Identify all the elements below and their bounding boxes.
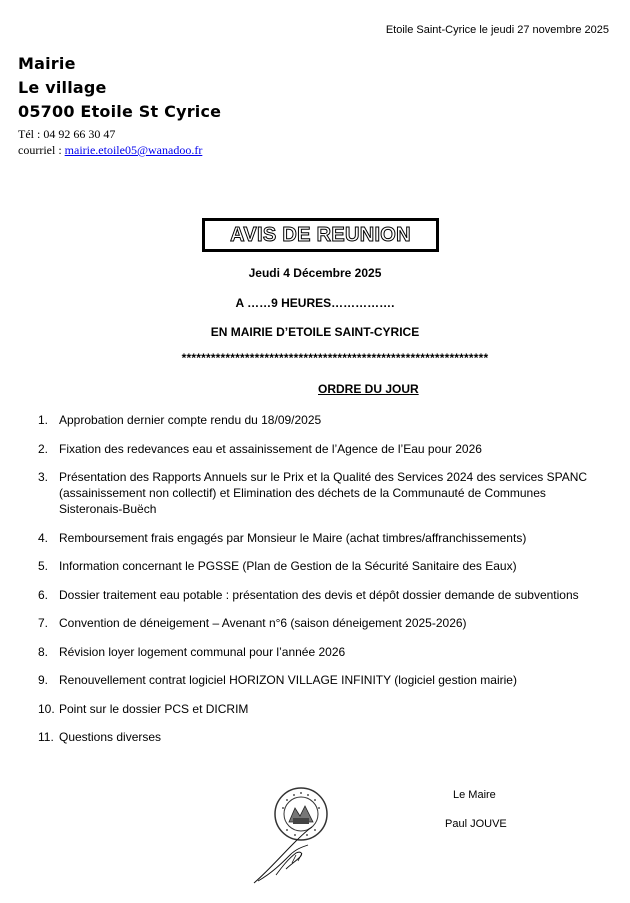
- mairie-address-block: [18, 52, 221, 158]
- agenda-item: [38, 672, 603, 688]
- agenda-item: [38, 530, 603, 546]
- agenda-item-number: 3.: [38, 470, 49, 484]
- agenda-item-number: 9.: [38, 673, 49, 687]
- agenda-item-number: 4.: [38, 530, 49, 545]
- agenda-item-text: Révision loyer logement communal pour l’année 2026: [59, 644, 346, 659]
- mairie-line-3: 05700 Etoile St Cyrice: [18, 102, 222, 121]
- agenda-item: [38, 729, 603, 745]
- agenda-item: [38, 441, 603, 457]
- meeting-date: Jeudi 4 Décembre 2025: [248, 266, 382, 280]
- agenda-title: ORDRE DU JOUR: [318, 382, 419, 396]
- agenda-item: [38, 558, 603, 574]
- email-link[interactable]: mairie.etoile05@wanadoo.fr: [64, 143, 203, 157]
- agenda-item-number: 1.: [38, 413, 49, 427]
- meeting-place: EN MAIRIE D’ETOILE SAINT-CYRICE: [210, 325, 420, 339]
- notice-title-box: [202, 218, 439, 252]
- agenda-item-text: Questions diverses: [59, 730, 162, 744]
- signatory-name: Paul JOUVE: [445, 818, 507, 830]
- mairie-line-2: Le village: [18, 78, 107, 97]
- agenda-item-text: Approbation dernier compte rendu du 18/09/2025: [59, 413, 322, 427]
- courriel-label: courriel :: [18, 143, 65, 157]
- date-line: Etoile Saint-Cyrice le jeudi 27 novembre 2025: [385, 24, 609, 36]
- agenda-item-text: Dossier traitement eau potable : présentation des devis et dépôt dossier demande de subventions: [59, 587, 579, 602]
- agenda-item-text: Fixation des redevances eau et assainissement de l’Agence de l’Eau pour 2026: [59, 441, 482, 456]
- agenda-item-text: Information concernant le PGSSE (Plan de Gestion de la Sécurité Sanitaire des Eaux): [59, 559, 517, 573]
- agenda-item: [38, 644, 603, 660]
- agenda-item: [38, 412, 603, 428]
- agenda-item-text: Présentation des Rapports Annuels sur le Prix et la Qualité des Services 2024 des services SPANC (assainissement non collectif) et Elimination des déchets de la Communauté de Communes Sisteronais-Buëch: [59, 470, 588, 516]
- agenda-item-number: 6.: [38, 587, 49, 602]
- agenda-item: [38, 469, 603, 517]
- agenda-item-text: Point sur le dossier PCS et DICRIM: [59, 701, 249, 716]
- agenda-item-number: 5.: [38, 559, 49, 573]
- agenda-item: [38, 587, 603, 603]
- mairie-line-1: Mairie: [18, 54, 76, 73]
- meeting-time: A ……9 HEURES…………….: [235, 296, 395, 310]
- agenda-item-text: Convention de déneigement – Avenant n°6 (saison déneigement 2025-2026): [59, 616, 467, 630]
- separator-stars: ***************************************************************: [181, 351, 489, 365]
- agenda-item-number: 11.: [38, 730, 54, 744]
- agenda-item-text: Renouvellement contrat logiciel HORIZON VILLAGE INFINITY (logiciel gestion mairie): [59, 673, 517, 687]
- agenda-list: [38, 412, 603, 758]
- mairie-email-line: [18, 142, 221, 158]
- mairie-phone: Tél : 04 92 66 30 47: [18, 127, 116, 141]
- handwritten-signature-icon: [250, 823, 330, 888]
- signatory-role: Le Maire: [453, 789, 496, 801]
- agenda-item-number: 7.: [38, 616, 49, 630]
- agenda-item: [38, 615, 603, 631]
- agenda-item: [38, 701, 603, 717]
- notice-title: AVIS DE REUNION: [230, 223, 411, 246]
- agenda-item-number: 8.: [38, 644, 49, 659]
- agenda-item-number: 10.: [38, 701, 55, 716]
- agenda-item-text: Remboursement frais engagés par Monsieur le Maire (achat timbres/affranchissements): [59, 530, 527, 545]
- agenda-item-number: 2.: [38, 441, 49, 456]
